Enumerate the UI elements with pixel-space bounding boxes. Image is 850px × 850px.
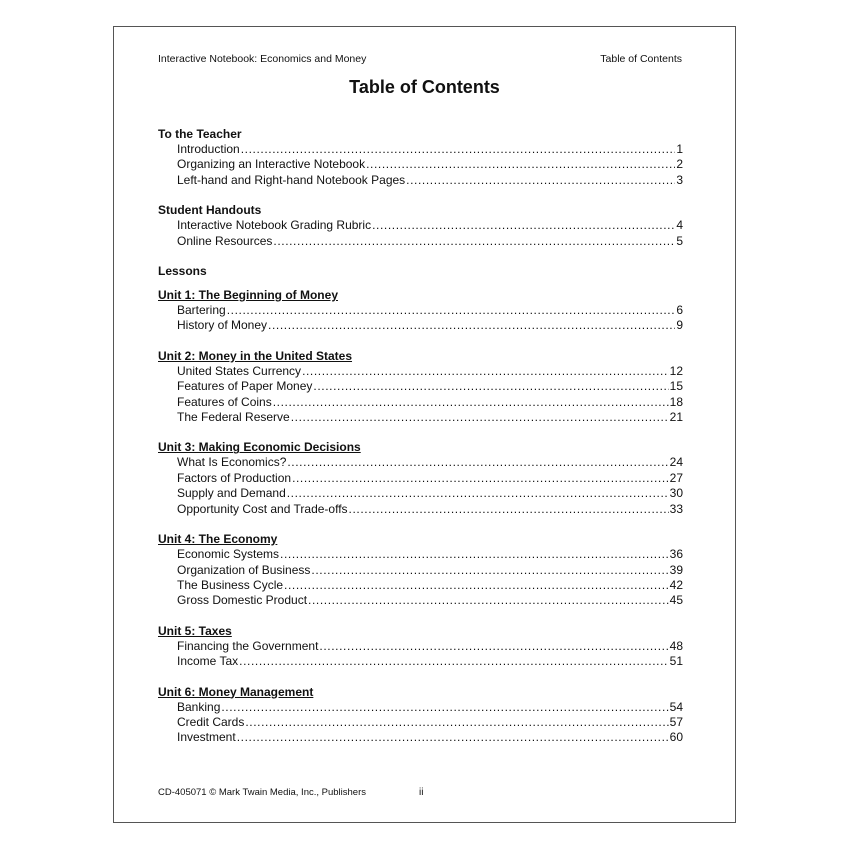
unit-block [158, 440, 683, 517]
toc-entry [158, 157, 683, 172]
toc-entry [158, 730, 683, 745]
running-header [158, 53, 682, 65]
entry-label: Financing the Government [177, 638, 319, 653]
entry-page-number: 4 [676, 218, 683, 233]
footer-page-number: ii [419, 787, 424, 798]
toc-entry [158, 364, 683, 379]
entry-label: Interactive Notebook Grading Rubric [177, 218, 372, 233]
footer-publisher: CD-405071 © Mark Twain Media, Inc., Publishers [158, 787, 366, 798]
entry-page-number: 15 [669, 379, 683, 394]
entry-page-number: 5 [676, 233, 683, 248]
entry-page-number: 30 [669, 486, 683, 501]
entry-page-number: 42 [669, 577, 683, 592]
toc-entry [158, 502, 683, 517]
unit-block [158, 685, 683, 746]
entry-page-number: 45 [669, 593, 683, 608]
entry-label: Investment [177, 730, 236, 745]
entry-page-number: 60 [669, 730, 683, 745]
toc-entry [158, 715, 683, 730]
entry-page-number: 54 [669, 699, 683, 714]
entry-label: Introduction [177, 142, 240, 156]
entry-page-number: 36 [669, 547, 683, 562]
entry-label: History of Money [177, 318, 268, 333]
entry-page-number: 24 [669, 455, 683, 470]
document-page [113, 26, 736, 823]
dot-leader [239, 654, 668, 669]
entry-label: Credit Cards [177, 714, 245, 729]
entry-page-number: 6 [676, 303, 683, 318]
dot-leader [273, 234, 675, 249]
section-heading: To the Teacher [158, 127, 242, 141]
unit-title: Unit 1: The Beginning of Money [158, 288, 338, 303]
entry-label: Organization of Business [177, 562, 311, 577]
entry-page-number: 39 [669, 562, 683, 577]
dot-leader [366, 157, 675, 172]
entry-label: Bartering [177, 303, 226, 318]
section-student-handouts [158, 203, 683, 249]
toc-entry [158, 578, 683, 593]
unit-title: Unit 2: Money in the United States [158, 348, 353, 363]
unit-block [158, 532, 683, 609]
toc-entry [158, 654, 683, 669]
entry-label: Left-hand and Right-hand Notebook Pages [177, 172, 406, 187]
entry-page-number: 57 [669, 714, 683, 729]
entry-label: Economic Systems [177, 547, 280, 562]
dot-leader [349, 502, 669, 517]
entry-label: The Business Cycle [177, 577, 284, 592]
dot-leader [280, 547, 669, 562]
toc-entry [158, 563, 683, 578]
dot-leader [319, 639, 668, 654]
dot-leader [292, 471, 669, 486]
entry-page-number: 18 [669, 394, 683, 409]
header-book-title: Interactive Notebook: Economics and Money [158, 53, 367, 65]
dot-leader [245, 715, 668, 730]
dot-leader [273, 395, 669, 410]
toc-entry [158, 303, 683, 318]
toc-entry [158, 547, 683, 562]
dot-leader [372, 218, 675, 233]
unit-block [158, 624, 683, 670]
dot-leader [406, 173, 675, 188]
unit-block [158, 288, 683, 334]
section-to-the-teacher [158, 127, 683, 188]
toc-entry [158, 700, 683, 715]
entry-page-number: 9 [676, 318, 683, 333]
toc-entry [158, 173, 683, 188]
entry-label: Organizing an Interactive Notebook [177, 157, 366, 172]
units-list [158, 288, 683, 746]
dot-leader [221, 700, 668, 715]
entry-label: The Federal Reserve [177, 410, 290, 425]
dot-leader [302, 364, 669, 379]
lessons-heading: Lessons [158, 264, 207, 279]
dot-leader [311, 563, 668, 578]
toc-entry [158, 471, 683, 486]
section-heading: Student Handouts [158, 203, 262, 218]
entry-page-number: 33 [669, 501, 683, 516]
toc-entry [158, 142, 683, 157]
dot-leader [237, 730, 669, 745]
entry-list [158, 218, 683, 249]
entry-label: Online Resources [177, 233, 273, 248]
dot-leader [241, 142, 676, 157]
dot-leader [308, 593, 669, 608]
entry-label: Gross Domestic Product [177, 593, 308, 608]
dot-leader [313, 379, 668, 394]
dot-leader [227, 303, 676, 318]
toc-entry [158, 379, 683, 394]
dot-leader [291, 410, 669, 425]
entry-page-number: 48 [669, 638, 683, 653]
entry-label: Features of Paper Money [177, 379, 313, 394]
dot-leader [287, 455, 668, 470]
dot-leader [287, 486, 669, 501]
toc-entry [158, 410, 683, 425]
entry-label: What Is Economics? [177, 455, 287, 470]
entry-page-number: 3 [676, 172, 683, 187]
unit-title: Unit 3: Making Economic Decisions [158, 440, 361, 455]
toc-entry [158, 639, 683, 654]
entry-label: Opportunity Cost and Trade-offs [177, 501, 348, 516]
entry-label: Features of Coins [177, 394, 272, 409]
entry-page-number: 12 [669, 363, 683, 378]
entry-list [158, 142, 683, 188]
toc-entry [158, 455, 683, 470]
toc-entry [158, 486, 683, 501]
page-title: Table of Contents [349, 77, 500, 97]
entry-label: Supply and Demand [177, 486, 286, 501]
entry-label: Income Tax [177, 654, 239, 669]
toc-entry [158, 318, 683, 333]
toc-entry [158, 234, 683, 249]
entry-page-number: 2 [676, 157, 683, 172]
table-of-contents [158, 127, 683, 761]
toc-entry [158, 593, 683, 608]
unit-title: Unit 4: The Economy [158, 532, 278, 547]
unit-block [158, 349, 683, 426]
dot-leader [284, 578, 669, 593]
dot-leader [268, 318, 675, 333]
header-section-title: Table of Contents [600, 53, 682, 65]
entry-page-number: 21 [669, 410, 683, 425]
entry-page-number: 27 [669, 470, 683, 485]
entry-label: United States Currency [177, 363, 302, 378]
entry-label: Banking [177, 699, 221, 714]
entry-page-number: 51 [669, 654, 683, 669]
entry-page-number: 1 [676, 142, 683, 156]
unit-title: Unit 6: Money Management [158, 684, 314, 699]
toc-entry [158, 218, 683, 233]
unit-title: Unit 5: Taxes [158, 623, 232, 638]
toc-entry [158, 395, 683, 410]
entry-label: Factors of Production [177, 470, 292, 485]
